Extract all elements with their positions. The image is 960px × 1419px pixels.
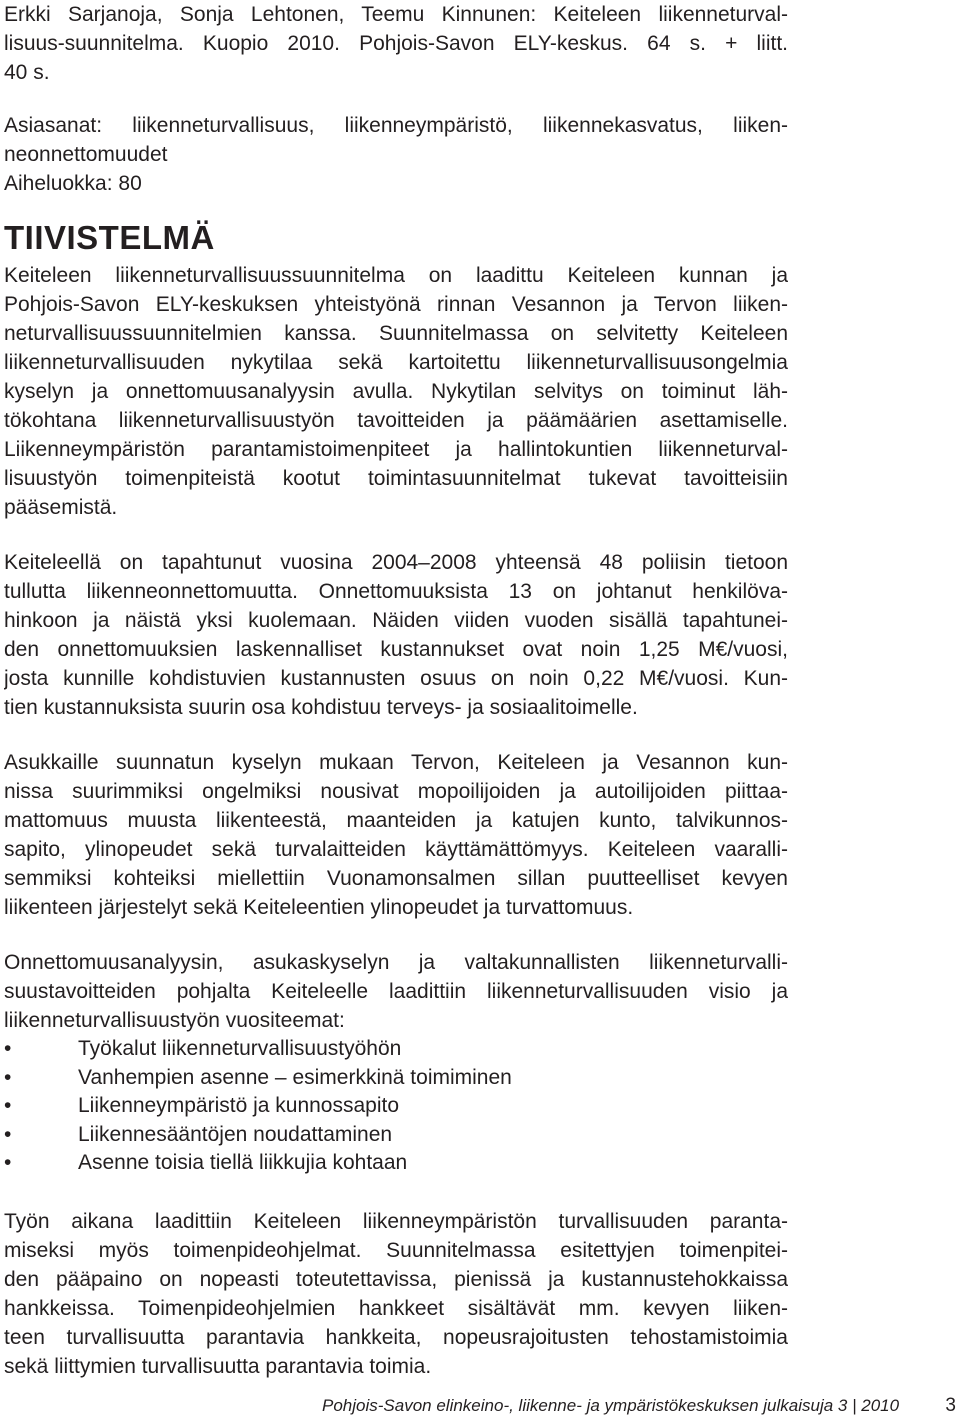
paragraph-5 (4, 1207, 788, 1381)
paragraph-line: liikenneturvallisuustyön vuositeemat: (4, 1009, 345, 1032)
document-body (4, 0, 788, 1381)
paragraph-line: sapito, ylinopeudet sekä turvalaitteiden käyttämättömyys. Keiteleen vaaralli- (4, 838, 788, 861)
paragraph-line: Asukkaille suunnatun kyselyn mukaan Tervon, Keiteleen ja Vesannon kun- (4, 751, 788, 774)
section-heading: TIIVISTELMÄ (4, 219, 215, 256)
list-item-text: Työkalut liikenneturvallisuustyöhön (78, 1037, 402, 1060)
bullet-icon: • (4, 1122, 12, 1146)
keywords-line: neonnettomuudet (4, 143, 168, 166)
list-item-text: Asenne toisia tiellä liikkujia kohtaan (78, 1151, 408, 1174)
citation-line: 40 s. (4, 61, 50, 84)
paragraph-line: semmiksi kohteiksi miellettiin Vuonamonsalmen sillan puutteelliset kevyen (4, 867, 788, 890)
paragraph-line: Keiteleen liikenneturvallisuussuunnitelma on laadittu Keiteleen kunnan ja (4, 264, 788, 287)
paragraph-3 (4, 748, 788, 922)
paragraph-line: Keiteleellä on tapahtunut vuosina 2004–2008 yhteensä 48 poliisin tietoon (4, 551, 788, 574)
paragraph-line: liikenneturvallisuuden nykytilaa sekä kartoitettu liikenneturvallisuusongelmia (4, 351, 788, 374)
paragraph-line: Liikenneympäristön parantamistoimenpiteet ja hallintokuntien liikenneturval- (4, 438, 788, 461)
bullet-icon: • (4, 1151, 12, 1174)
keywords-line: Asiasanat: liikenneturvallisuus, liikenneympäristö, liikennekasvatus, liiken- (4, 114, 788, 137)
list-item (4, 1121, 788, 1150)
paragraph-line: tökohtana liikenneturvallisuustyön tavoitteiden ja päämäärien asettamiselle. (4, 409, 788, 432)
list-item-text: Liikennesääntöjen noudattaminen (78, 1122, 393, 1146)
paragraph-line: neturvallisuussuunnitelmien kanssa. Suunnitelmassa on selvitetty Keiteleen (4, 322, 788, 345)
list-item (4, 1092, 788, 1121)
paragraph-line: nissa suurimmiksi ongelmiksi nousivat mopoilijoiden ja autoilijoiden piittaa- (4, 780, 788, 803)
bullet-icon: • (4, 1065, 12, 1089)
paragraph-line: hankkeissa. Toimenpideohjelmien hankkeet sisältävät mm. kevyen liiken- (4, 1296, 788, 1320)
paragraph-line: miseksi myös toimenpideohjelmat. Suunnitelmassa esitettyjen toimenpitei- (4, 1238, 788, 1262)
paragraph-line: josta kunnille kohdistuvien kustannusten osuus on noin 0,22 M€/vuosi. Kun- (4, 667, 788, 690)
paragraph-line: liikenteen järjestelyt sekä Keiteleentien ylinopeudet ja turvattomuus. (4, 896, 634, 919)
paragraph-line: sekä liittymien turvallisuutta parantavia toimia. (4, 1354, 432, 1378)
page-number: 3 (945, 1395, 956, 1416)
citation-line: Erkki Sarjanoja, Sonja Lehtonen, Teemu Kinnunen: Keiteleen liikenneturval- (4, 3, 788, 26)
paragraph-line: mattomuus muusta liikenteestä, maanteiden ja katujen kunto, talvikunnos- (4, 809, 788, 832)
paragraph-line: Työn aikana laadittiin Keiteleen liikenneympäristön turvallisuuden paranta- (4, 1209, 788, 1233)
keywords-block (4, 111, 788, 198)
list-item (4, 1149, 788, 1178)
paragraph-1 (4, 261, 788, 522)
citation-block (4, 0, 788, 87)
paragraph-line: tien kustannuksista suurin osa kohdistuu terveys- ja sosiaalitoimelle. (4, 696, 638, 719)
paragraph-line: tullutta liikenneonnettomuutta. Onnettomuuksista 13 on johtanut henkilöva- (4, 580, 788, 603)
citation-line: lisuus-suunnitelma. Kuopio 2010. Pohjois-Savon ELY-keskus. 64 s. + liitt. (4, 32, 788, 55)
paragraph-line: Pohjois-Savon ELY-keskuksen yhteistyönä rinnan Vesannon ja Tervon liiken- (4, 293, 788, 316)
paragraph-line: kyselyn ja onnettomuusanalyysin avulla. Nykytilan selvitys on toiminut läh- (4, 380, 788, 403)
subject-class-line: Aiheluokka: 80 (4, 172, 142, 195)
publication-series: Pohjois-Savon elinkeino-, liikenne- ja ympäristökeskuksen julkaisuja 3 | 2010 (322, 1396, 900, 1415)
paragraph-4 (4, 948, 788, 1035)
paragraph-line: suustavoitteiden pohjalta Keiteleelle laadittiin liikenneturvallisuuden visio ja (4, 980, 788, 1003)
paragraph-line: hinkoon ja näistä yksi kuolemaan. Näiden viiden vuoden sisällä tapahtunei- (4, 609, 788, 632)
paragraph-line: pääsemistä. (4, 496, 118, 519)
paragraph-line: Onnettomuusanalyysin, asukaskyselyn ja valtakunnallisten liikenneturvalli- (4, 951, 788, 974)
page-footer (322, 1393, 960, 1419)
paragraph-line: teen turvallisuutta parantavia hankkeita, nopeusrajoitusten tehostamistoimia (4, 1325, 788, 1349)
paragraph-line: den onnettomuuksien laskennalliset kustannukset ovat noin 1,25 M€/vuosi, (4, 638, 788, 661)
list-item-text: Vanhempien asenne – esimerkkinä toimiminen (78, 1065, 512, 1089)
list-item (4, 1035, 788, 1064)
list-item-text: Liikenneympäristö ja kunnossapito (78, 1094, 400, 1117)
list-item (4, 1064, 788, 1093)
bullet-icon: • (4, 1094, 12, 1117)
paragraph-2 (4, 548, 788, 722)
paragraph-line: den pääpaino on nopeasti toteutettavissa, pienissä ja kustannustehokkaissa (4, 1267, 788, 1291)
bullet-icon: • (4, 1037, 12, 1060)
theme-list (4, 1035, 788, 1178)
paragraph-line: lisuustyön toimenpiteistä kootut toimintasuunnitelmat tukevat tavoitteisiin (4, 467, 788, 490)
